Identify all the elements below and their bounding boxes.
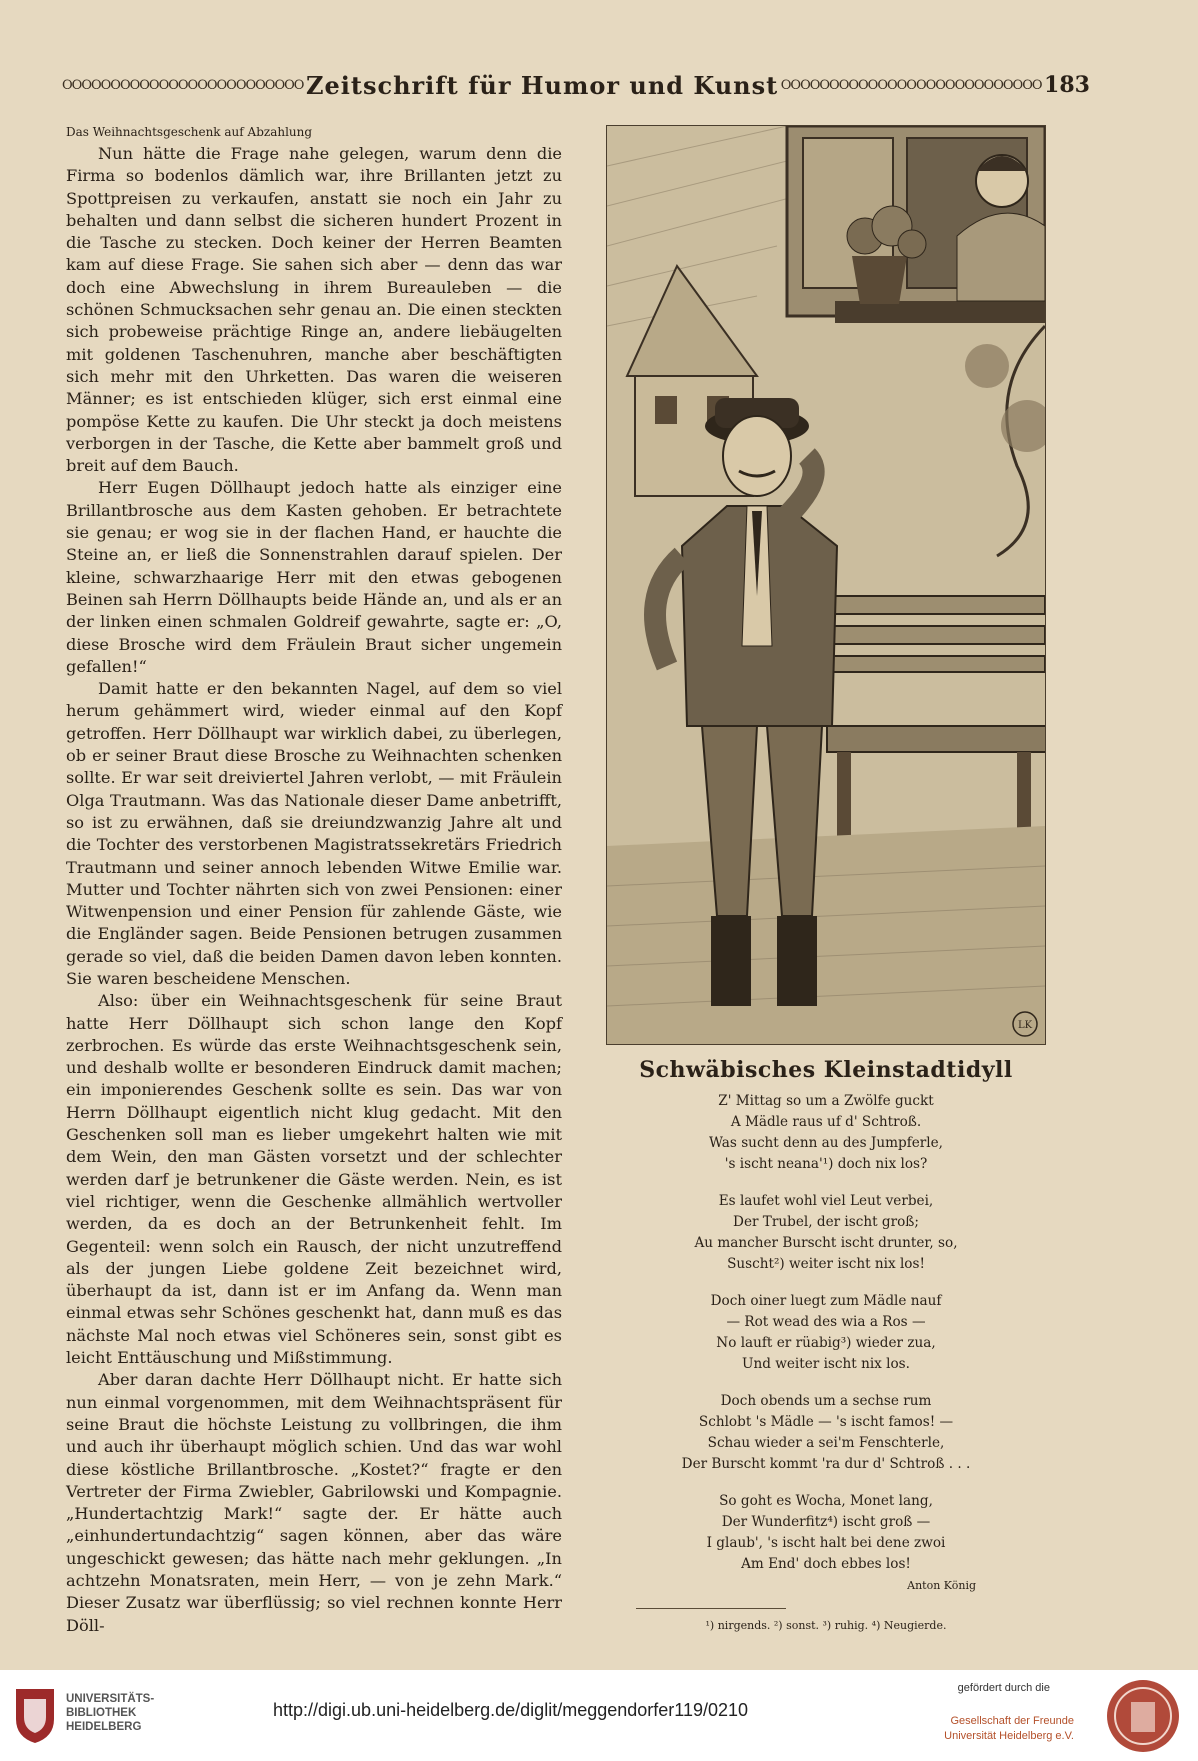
poem-line: Au mancher Burscht ischt drunter, so, (694, 1235, 958, 1251)
poem-line: A Mädle raus uf d' Schtroß. (730, 1114, 922, 1130)
header-ornament-left: OOOOOOOOOOOOOOOOOOOOOOOOO (62, 77, 304, 93)
poem-line: Der Wunderfitz⁴) ischt groß — (721, 1514, 931, 1530)
article-paragraph: Damit hatte er den bekannten Nagel, auf dem so viel herum gehämmert wird, wieder einmal auf den Kopf getroffen. Herr Döllhaupt war wirklich dabei, zu überlegen, ob er seiner Braut diese Brosche zu Weihnachten schenken sollte. Er war seit dreiviertel Jahren verlobt, — mit Fräulein Olga Trautmann. Was das Nationale dieser Dame anbetrifft, so ist zu erwähnen, daß sie dreiundzwanzig Jahre alt und die Tochter des verstorbenen Magistratssekretärs Friedrich Trautmann und seiner annoch lebenden Witwe Emilie war. Mutter und Tochter nährten sich von zwei Pensionen: einer Witwenpension und einer Pension für zahlende Gäste, wie die Engländer sagen. Beide Pensionen betrugen zusammen gerade so viel, daß die beiden Damen davon leben konnten. Sie waren bescheidene Menschen. (66, 679, 562, 988)
poem-stanza (606, 1291, 1046, 1375)
header-ornament-right: OOOOOOOOOOOOOOOOOOOOOOOOOOO (780, 77, 1042, 93)
poem-line: Es laufet wohl viel Leut verbei, (718, 1193, 934, 1209)
source-url-link[interactable]: http://digi.ub.uni-heidelberg.de/diglit/meggendorfer119/0210 (273, 1700, 749, 1720)
library-name: UNIVERSITÄTS- BIBLIOTHEK HEIDELBERG (66, 1693, 155, 1733)
poem-line: I glaub', 's ischt halt bei dene zwoi (706, 1535, 946, 1551)
illustration (606, 125, 1046, 1045)
journal-title: Zeitschrift für Humor und Kunst (305, 70, 779, 100)
poem-line: — Rot wead des wia a Ros — (726, 1314, 926, 1330)
poem-stanza (606, 1391, 1046, 1475)
article-column (66, 123, 562, 1635)
poem-line: Z' Mittag so um a Zwölfe guckt (718, 1093, 934, 1109)
poem-line: Doch obends um a sechse rum (720, 1393, 932, 1409)
poem-line: So goht es Wocha, Monet lang, (719, 1493, 933, 1509)
poem-title: Schwäbisches Kleinstadtidyll (639, 1057, 1013, 1083)
footnote-divider (636, 1608, 786, 1609)
illustration-drawing (607, 126, 1045, 1044)
poem-stanza (606, 1491, 1046, 1575)
poem-line: 's ischt neana'¹) doch nix los? (724, 1156, 928, 1172)
poem-line: Am End' doch ebbes los! (741, 1556, 911, 1572)
poem-line: Schau wieder a sei'm Fenschterle, (707, 1435, 945, 1451)
sponsor-note: gefördert durch die (957, 1682, 1050, 1694)
poem-line: Der Burscht kommt 'ra dur d' Schtroß . . . (681, 1456, 971, 1472)
article-paragraph: Nun hätte die Frage nahe gelegen, warum denn die Firma so bodenlos dämlich war, ihre Brillanten jetzt zu Spottpreisen zu verkaufen, anstatt sie noch ein Jahr zu behalten und dann selbst die sicheren hundert Prozent in die Tasche zu stecken. Doch keiner der Herren Beamten kam auf diese Frage. Sie sahen sich aber — denn das war doch eine Abwechslung in ihrem Bureauleben — die schönen Schmucksachen sehr genau an. Die einen steckten sich probeweise prächtige Ringe an, andere liebäugelten mit goldenen Taschenuhren, manche aber beschäftigten sich mehr mit den Uhrketten. Das waren die weiseren Männer; es ist entschieden klüger, sich erst einmal eine pompöse Kette zu kaufen. Die Uhr steckt ja doch meistens verborgen in der Tasche, die Kette aber bammelt groß und breit auf dem Bauch. (66, 144, 562, 476)
article-paragraph: Also: über ein Weihnachtsgeschenk für seine Braut hatte Herr Döllhaupt sich schon lange den Kopf zerbrochen. Es würde das erste Weihnachtsgeschenk sein, und deshalb wollte er besonderen Eindruck damit machen; ein imponierendes Geschenk sollte es sein. Das war von Herrn Döllhaupt eigentlich nicht klug gedacht. Mit den Geschenken soll man es lieber umgekehrt halten wie mit dem Wein, den man Gästen vorsetzt und der schlechter werden darf je betrunkener die Gäste werden. Nein, es ist viel richtiger, wenn die Geschenke allmählich wertvoller werden, da es doch an der Betrunkenheit fehlt. Im Gegenteil: wenn solch ein Rausch, der nicht unzutreffend als der jungen Liebe goldene Zeit bezeichnet wird, überhaupt da ist, dann ist er im Anfang da. Wenn man einmal etwas sehr Schönes geschenkt hat, dann muß es das nächste Mal noch etwas viel Schöneres sein, sonst gibt es leicht Enttäuschung und Mißstimmung. (66, 991, 562, 1368)
article-paragraph: Aber daran dachte Herr Döllhaupt nicht. Er hatte sich nun einmal vorgenommen, mit dem Weihnachtspräsent für seine Braut die höchste Leistung zu vollbringen, die ihm und auch ihr überhaupt möglich schien. Und das war wohl diese köstliche Brillantbrosche. „Kostet?“ fragte er den Vertreter der Firma Zwiebler, Gabrilowski und Kompagnie. „Hundertachtzig Mark!“ sagte der. Er hätte auch „einhundertundachtzig“ sagen können, aber das wäre ungeschickt gewesen; das hätte nach mehr geklungen. „In achtzehn Monatsraten, mein Herr, — von je zehn Mark.“ Dieser Zusatz war überflüssig; so viel rechnen konnte Herr Döll- (66, 1370, 562, 1635)
poem-line: Der Trubel, der ischt groß; (733, 1214, 919, 1230)
poem-author: Anton König (907, 1579, 976, 1592)
poem-column (606, 1057, 1046, 1636)
poem-line: Was sucht denn au des Jumpferle, (709, 1135, 943, 1151)
poem-line: No lauft er rüabig³) wieder zua, (716, 1335, 936, 1351)
page-number: 183 (1044, 72, 1090, 98)
artist-monogram: LK (1017, 1020, 1033, 1031)
digitization-footer (0, 1670, 1198, 1761)
poem-stanza (606, 1191, 1046, 1275)
society-seal-icon (1105, 1678, 1181, 1754)
sponsor-society: Gesellschaft der Freunde Universität Heidelberg e.V. (944, 1715, 1074, 1742)
poem-line: Schlobt 's Mädle — 's ischt famos! — (698, 1414, 954, 1430)
article-paragraph: Herr Eugen Döllhaupt jedoch hatte als einziger eine Brillantbrosche aus dem Kasten gehoben. Er betrachtete sie genau; er wog sie in der flachen Hand, er hauchte die Steine an, er ließ die Sonnenstrahlen darauf spielen. Der kleine, schwarzhaarige Herr mit den etwas gebogenen Beinen sah Herrn Döllhaupts beide Hände an, und als er an der linken einen schmalen Goldreif gewahrte, sagte er: „O, diese Brosche wird dem Fräulein Braut sicher ungemein gefallen!“ (66, 478, 562, 676)
running-header (62, 70, 1090, 100)
poem-footnotes: ¹) nirgends. ²) sonst. ³) ruhig. ⁴) Neugierde. (705, 1619, 947, 1632)
poem-line: Suscht²) weiter ischt nix los! (727, 1256, 925, 1272)
section-label: Das Weihnachtsgeschenk auf Abzahlung (66, 125, 313, 139)
poem-line: Doch oiner luegt zum Mädle nauf (710, 1293, 942, 1309)
poem-line: Und weiter ischt nix los. (742, 1356, 910, 1372)
poem-stanza (606, 1091, 1046, 1175)
university-library-seal-icon (12, 1685, 58, 1745)
